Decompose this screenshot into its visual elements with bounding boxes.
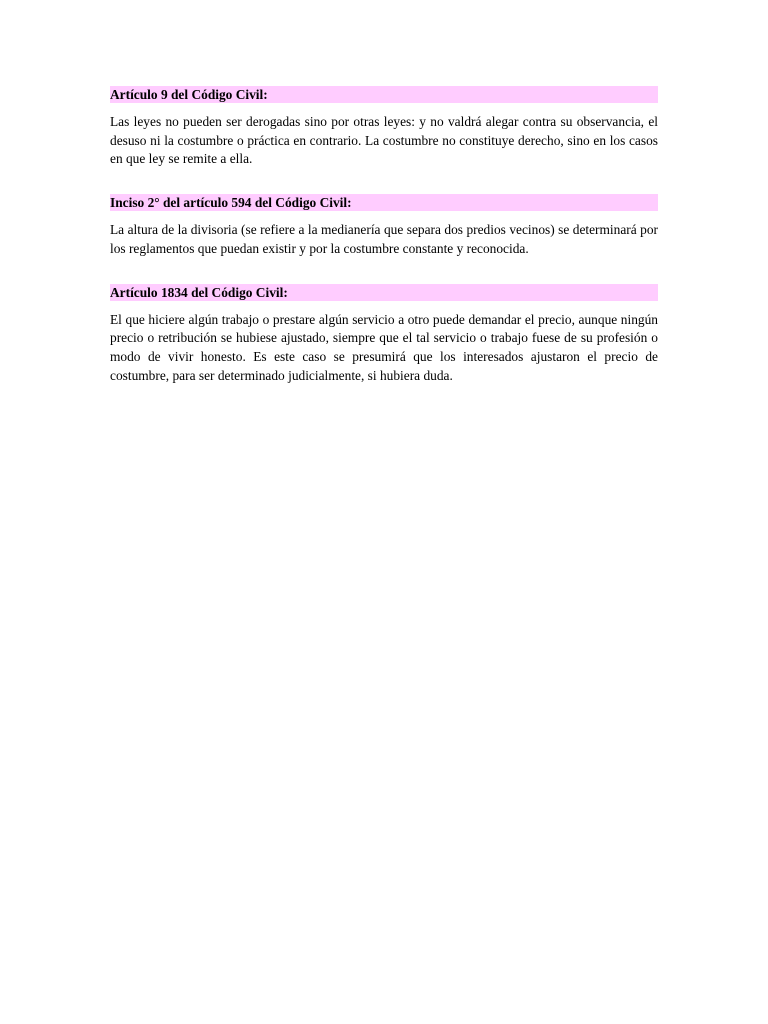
article-9-section [110,86,658,169]
article-594-text: La altura de la divisoria (se refiere a la medianería que separa dos predios vecinos) se determinará por los reglamentos que puedan existir y por la costumbre constante y reconocida. [110,222,658,256]
article-1834-text: El que hiciere algún trabajo o prestare algún servicio a otro puede demandar el precio, aunque ningún precio o retribución se hubiese ajustado, siempre que el tal servicio o trabajo fuese de su profesión o modo de vivir honesto. Es este caso se presumirá que los interesados ajustaron el precio de costumbre, para ser determinado judicialmente, si hubiera duda. [110,311,658,383]
document-page [110,86,658,385]
article-1834-section [110,284,658,386]
article-9-text: Las leyes no pueden ser derogadas sino por otras leyes: y no valdrá alegar contra su observancia, el desuso ni la costumbre o práctica en contrario. La costumbre no constituye derecho, sino en los casos en que ley se remite a ella. [110,114,658,167]
article-594-heading: Inciso 2° del artículo 594 del Código Civil: [110,194,658,211]
article-594-section [110,194,658,258]
article-1834-heading: Artículo 1834 del Código Civil: [110,284,658,301]
article-9-heading: Artículo 9 del Código Civil: [110,86,658,103]
